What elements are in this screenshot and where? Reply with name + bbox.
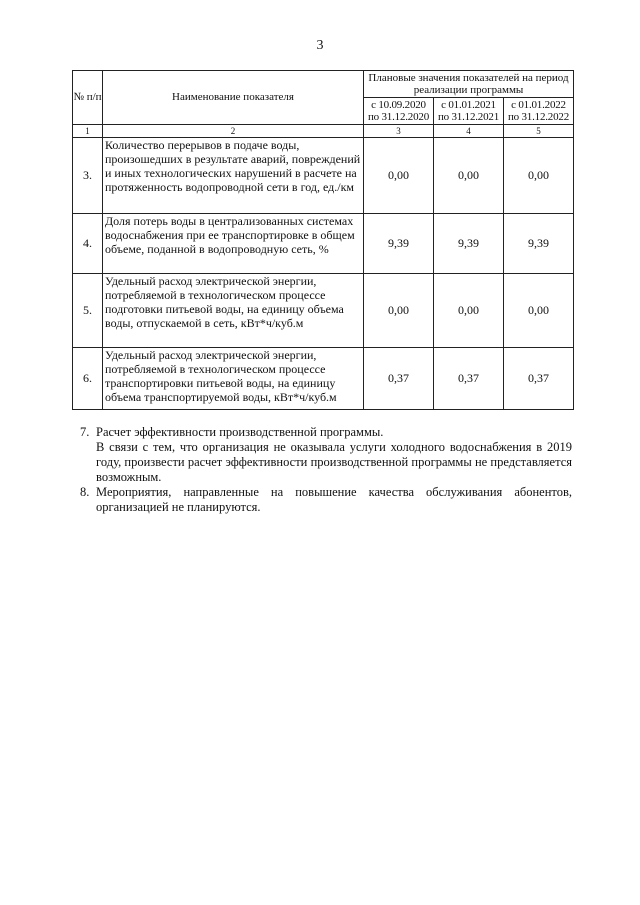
period-end: по 31.12.2020 <box>367 111 430 123</box>
period-start: с 01.01.2021 <box>441 99 496 111</box>
header-period-2022 <box>504 98 574 125</box>
header-planned-values: Плановые значения показателей на период реализации программы <box>364 71 574 98</box>
header-period-2021 <box>434 98 504 125</box>
indicators-table <box>72 70 574 410</box>
table-row <box>73 138 574 214</box>
column-index: 1 <box>73 125 103 138</box>
header-num: № п/п <box>73 71 103 125</box>
column-index: 3 <box>364 125 434 138</box>
row-number: 4. <box>73 214 103 274</box>
value-2022: 0,37 <box>504 348 574 410</box>
value-2020: 9,39 <box>364 214 434 274</box>
indicator-name: Удельный расход электрической энергии, потребляемой в технологическом процессе транспортировки питьевой воды, на единицу объема транспортируемой воды, кВт*ч/куб.м <box>103 348 364 410</box>
value-2020: 0,00 <box>364 274 434 348</box>
row-number: 3. <box>73 138 103 214</box>
table-row <box>73 274 574 348</box>
indicator-name: Удельный расход электрической энергии, потребляемой в технологическом процессе подготовки питьевой воды, на единицу объема воды, отпускаемой в сеть, кВт*ч/куб.м <box>103 274 364 348</box>
note-text: Расчет эффективности производственной программы. <box>96 425 384 439</box>
row-number: 6. <box>73 348 103 410</box>
indicator-name: Количество перерывов в подаче воды, произошедших в результате аварий, повреждений и иных технологических нарушений в расчете на протяженность водопроводной сети в год, ед./км <box>103 138 364 214</box>
header-period-2020 <box>364 98 434 125</box>
column-index-row <box>73 125 574 138</box>
value-2021: 9,39 <box>434 214 504 274</box>
value-2021: 0,00 <box>434 138 504 214</box>
notes-section <box>80 425 572 515</box>
note-paragraph: В связи с тем, что организация не оказывала услуги холодного водоснабжения в 2019 году, произвести расчет эффективности производственной программы не представляется возможным. <box>96 440 572 484</box>
value-2021: 0,00 <box>434 274 504 348</box>
value-2020: 0,00 <box>364 138 434 214</box>
header-name: Наименование показателя <box>103 71 364 125</box>
value-2020: 0,37 <box>364 348 434 410</box>
value-2022: 0,00 <box>504 274 574 348</box>
page-number: 3 <box>316 38 324 53</box>
note-number: 8. <box>80 485 90 499</box>
note-item <box>80 425 572 440</box>
period-start: с 01.01.2022 <box>511 99 566 111</box>
column-index: 5 <box>504 125 574 138</box>
column-index: 4 <box>434 125 504 138</box>
table-row <box>73 214 574 274</box>
value-2022: 0,00 <box>504 138 574 214</box>
period-start: с 10.09.2020 <box>371 99 426 111</box>
note-number: 7. <box>80 425 90 439</box>
value-2022: 9,39 <box>504 214 574 274</box>
table-row <box>73 348 574 410</box>
note-item <box>80 485 572 515</box>
indicator-name: Доля потерь воды в централизованных системах водоснабжения при ее транспортировке в общем объеме, поданной в водопроводную сеть, % <box>103 214 364 274</box>
row-number: 5. <box>73 274 103 348</box>
column-index: 2 <box>103 125 364 138</box>
period-end: по 31.12.2022 <box>507 111 570 123</box>
note-text: Мероприятия, направленные на повышение качества обслуживания абонентов, организацией не планируются. <box>96 485 572 514</box>
value-2021: 0,37 <box>434 348 504 410</box>
header-row <box>73 71 574 98</box>
period-end: по 31.12.2021 <box>437 111 500 123</box>
